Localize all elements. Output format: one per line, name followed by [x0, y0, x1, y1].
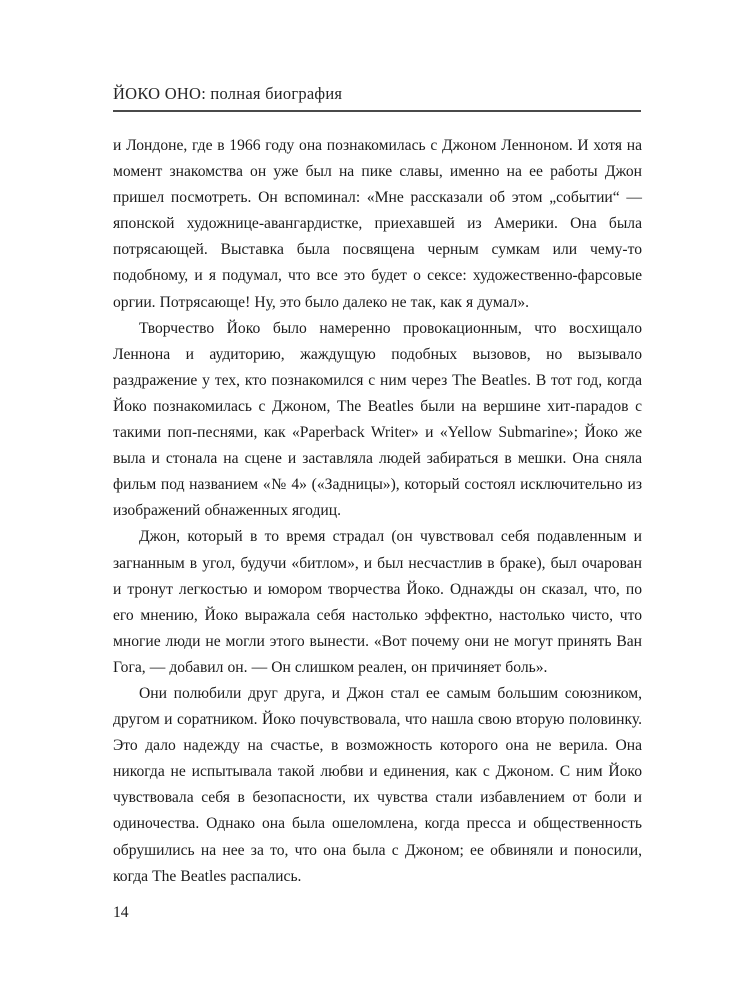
paragraph: Джон, который в то время страдал (он чувствовал себя подавленным и загнанным в угол, будучи «битлом», и был несчастлив в браке), был очарован и тронут легкостью и юмором творчества Йоко. Однажды он сказал, что, по его мнению, Йоко выражала себя настолько эффектно, настолько чисто, что многие люди не могли этого вынести. «Вот почему они не могут принять Ван Гога, — добавил он. — Он слишком реален, он причиняет боль». [113, 528, 642, 676]
body-text-block [113, 133, 642, 890]
running-head [113, 84, 641, 112]
running-head-divider [113, 110, 641, 112]
page-number: 14 [113, 904, 129, 921]
paragraph: и Лондоне, где в 1966 году она познакомилась с Джоном Ленноном. И хотя на момент знакомства он уже был на пике славы, именно на ее работы Джон пришел посмотреть. Он вспоминал: «Мне рассказали об этом „событии“ — японской художнице-авангардистке, приехавшей из Америки. Она была потрясающей. Выставка была посвящена черным сумкам или чему-то подобному, и я подумал, что все это будет о сексе: художественно-фарсовые оргии. Потрясающе! Ну, это было далеко не так, как я думал». [113, 137, 642, 311]
running-head-title: ЙОКО ОНО: полная биография [113, 84, 343, 103]
paragraph: Творчество Йоко было намеренно провокационным, что восхищало Леннона и аудиторию, жаждущую подобных вызовов, но вызывало раздражение у тех, кто познакомился с ним через The Beatles. В тот год, когда Йоко познакомилась с Джоном, The Beatles были на вершине хит-парадов с такими поп-песнями, как «Paperback Writer» и «Yellow Submarine»; Йоко же выла и стонала на сцене и заставляла людей забираться в мешки. Она сняла фильм под названием «№ 4» («Задницы»), который состоял исключительно из изображений обнаженных ягодиц. [113, 319, 642, 520]
paragraph: Они полюбили друг друга, и Джон стал ее самым большим союзником, другом и соратником. Йоко почувствовала, что нашла свою вторую половинку. Это дало надежду на счастье, в возможность которого она не верила. Она никогда не испытывала такой любви и единения, как с Джоном. С ним Йоко чувствовала себя в безопасности, их чувства стали избавлением от боли и одиночества. Однако она была ошеломлена, когда пресса и общественность обрушились на нее за то, что она была с Джоном; ее обвиняли и поносили, когда The Beatles распались. [113, 684, 642, 885]
